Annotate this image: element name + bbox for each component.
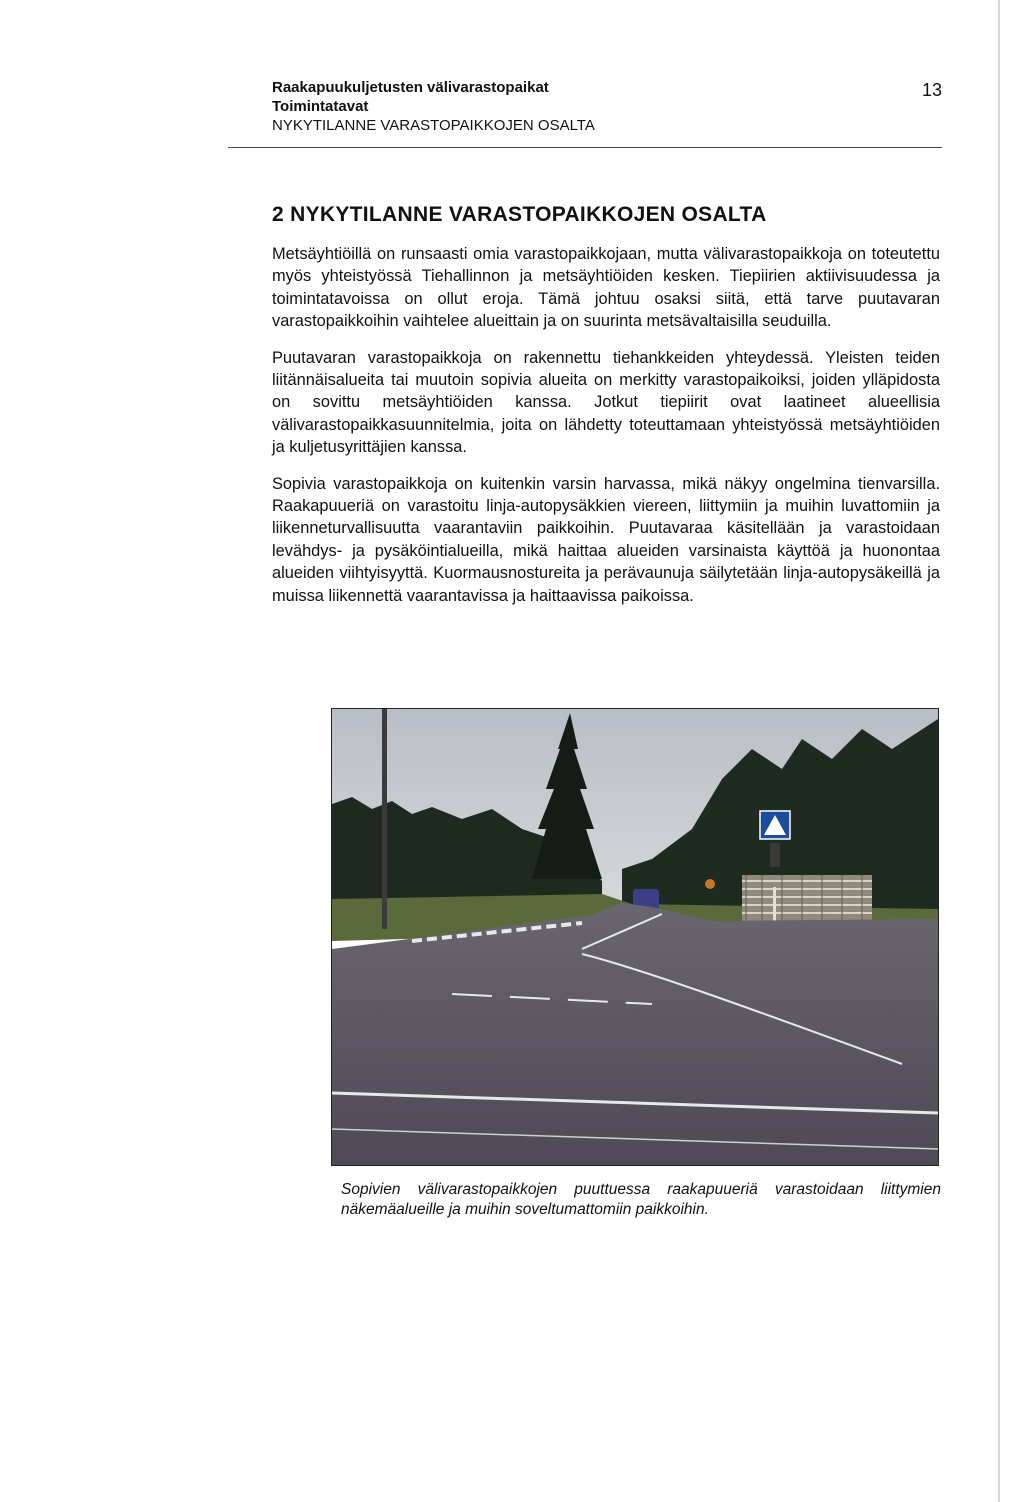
header-document-title: Raakapuukuljetusten välivarastopaikat: [272, 79, 549, 96]
page-number: 13: [921, 80, 942, 100]
paragraph-2: Puutavaran varastopaikkoja on rakennettu tiehankkeiden yhteydessä. Yleisten teiden liitännäisalueita tai muutoin sopivia alueita on merkitty varastopaikoiksi, joiden ylläpidosta on sovittu metsäyhtiöiden kanssa. Jotkut tiepiirit ovat laatineet alueellisia välivarastopaikkasuunnitelmia, joita on lähdetty toteuttamaan yhteistyössä metsäyhtiöiden ja kuljetusyrittäjien kanssa.: [272, 348, 940, 457]
utility-pole: [382, 709, 387, 929]
section-content: [272, 203, 940, 621]
paragraph-1: Metsäyhtiöillä on runsaasti omia varastopaikkojaan, mutta välivarastopaikkoja on toteutettu myös yhteistyössä Tiehallinnon ja metsäyhtiöiden kesken. Tiepiirien aktiivisuudessa ja toimintatavoissa on ollut eroja. Tämä johtuu osaksi siitä, että tarve puutavaran varastopaikkoihin vaihtelee alueittain ja on suurinta metsävaltaisilla seuduilla.: [272, 245, 940, 331]
road-junction-photo: [331, 708, 939, 1166]
header-subtitle: Toimintatavat: [272, 98, 369, 115]
section-title: 2 NYKYTILANNE VARASTOPAIKKOJEN OSALTA: [272, 203, 767, 226]
paragraph-3: Sopivia varastopaikkoja on kuitenkin varsin harvassa, mikä näkyy ongelmina tienvarsilla. Raakapuueriä on varastoitu linja-autopysäkkien viereen, liittymiin ja muihin luvattomiin ja liikenneturvallisuutta vaarantaviin paikkoihin. Puutavaraa käsitellään ja varastoidaan levähdys- ja pysäköintialueilla, mikä haittaa alueiden varsinaista käyttöä ja huonontaa alueiden viihtyisyyttä. Kuormausnostureita ja perävaunuja säilytetään linja-autopysäkeillä ja muissa liikennettä vaarantavissa ja haittaavissa paikoissa.: [272, 474, 940, 605]
road-sign: [705, 879, 715, 889]
figure-caption: Sopivien välivarastopaikkojen puuttuessa raakapuueriä varastoidaan liittymien näkemäalueille ja muihin soveltumattomiin paikkoihin.: [341, 1181, 941, 1218]
header-rule: [228, 147, 942, 148]
photo-illustration: [332, 709, 938, 1165]
road-surface: [332, 903, 938, 1165]
running-header: [272, 78, 942, 135]
log-pile: [742, 875, 872, 923]
header-section-name: NYKYTILANNE VARASTOPAIKKOJEN OSALTA: [272, 117, 595, 134]
